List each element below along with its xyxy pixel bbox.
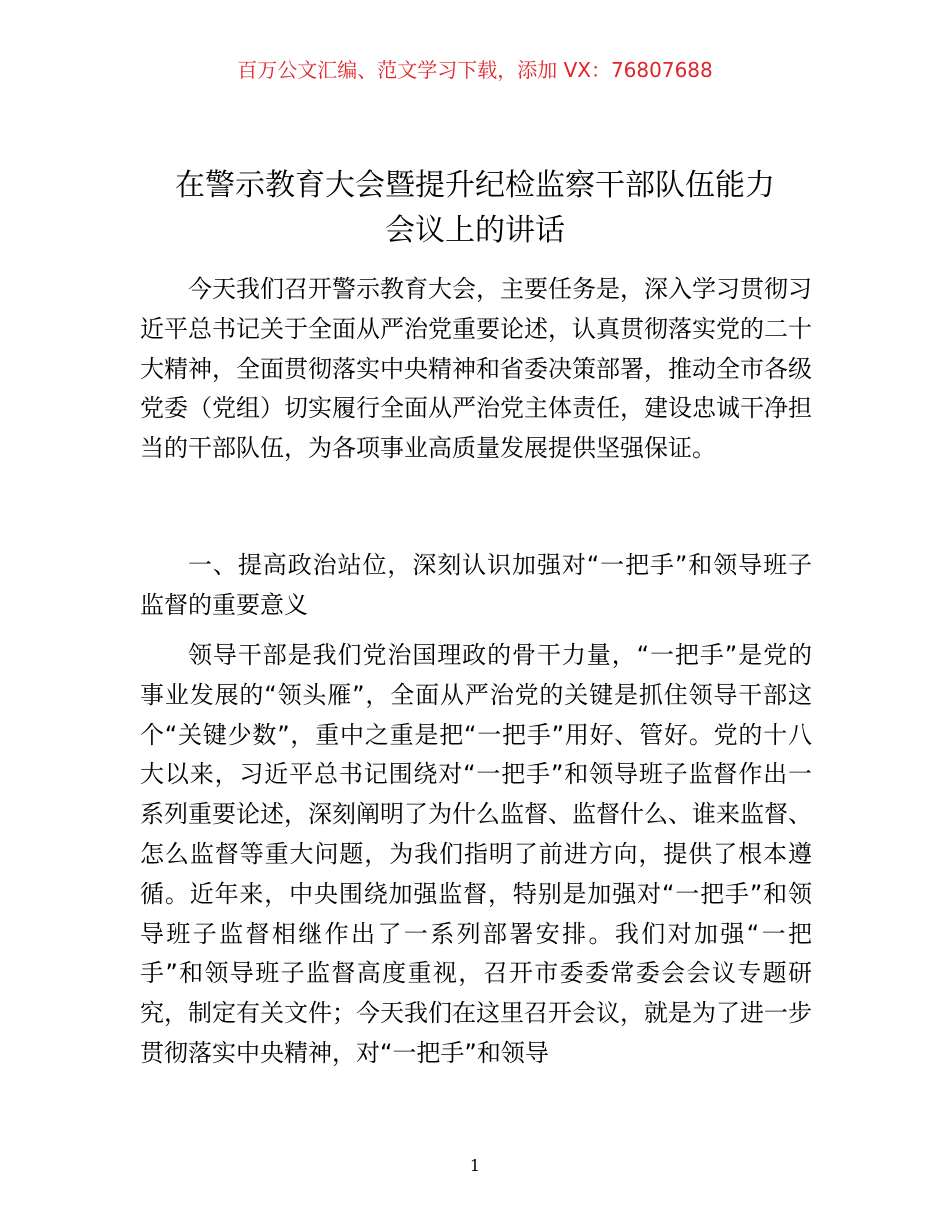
paragraph-intro: 今天我们召开警示教育大会，主要任务是，深入学习贯彻习近平总书记关于全面从严治党重要论述，认真贯彻落实党的二十大精神，全面贯彻落实中央精神和省委决策部署，推动全市各级党委（党组）切实履行全面从严治党主体责任，建设忠诚干净担当的干部队伍，为各项事业高质量发展提供坚强保证。 — [140, 275, 812, 463]
title-line-1: 在警示教育大会暨提升纪检监察干部队伍能力 — [175, 168, 775, 203]
page-number: 1 — [469, 1156, 481, 1175]
section-heading-1: 一、提高政治站位，深刻认识加强对“一把手”和领导班子监督的重要意义 — [140, 551, 812, 619]
title-line-2: 会议上的讲话 — [385, 213, 565, 248]
paragraph-body: 领导干部是我们党治国理政的骨干力量，“一把手”是党的事业发展的“领头雁”，全面从严治党的关键是抓住领导干部这个“关键少数”，重中之重是把“一把手”用好、管好。党的十八大以来，习近平总书记围绕对“一把手”和领导班子监督作出一系列重要论述，深刻阐明了为什么监督、监督什么、谁来监督、怎么监督等重大问题，为我们指明了前进方向，提供了根本遵循。近年来，中央围绕加强监督，特别是加强对“一把手”和领导班子监督相继作出了一系列部署安排。我们对加强“一把手”和领导班子监督高度重视，召开市委委常委会会议专题研究，制定有关文件；今天我们在这里召开会议，就是为了进一步贯彻落实中央精神，对“一把手”和领导 — [140, 641, 812, 1067]
header-watermark: 百万公文汇编、范文学习下载，添加 VX：76807688 — [237, 58, 713, 82]
document-title — [120, 163, 830, 253]
